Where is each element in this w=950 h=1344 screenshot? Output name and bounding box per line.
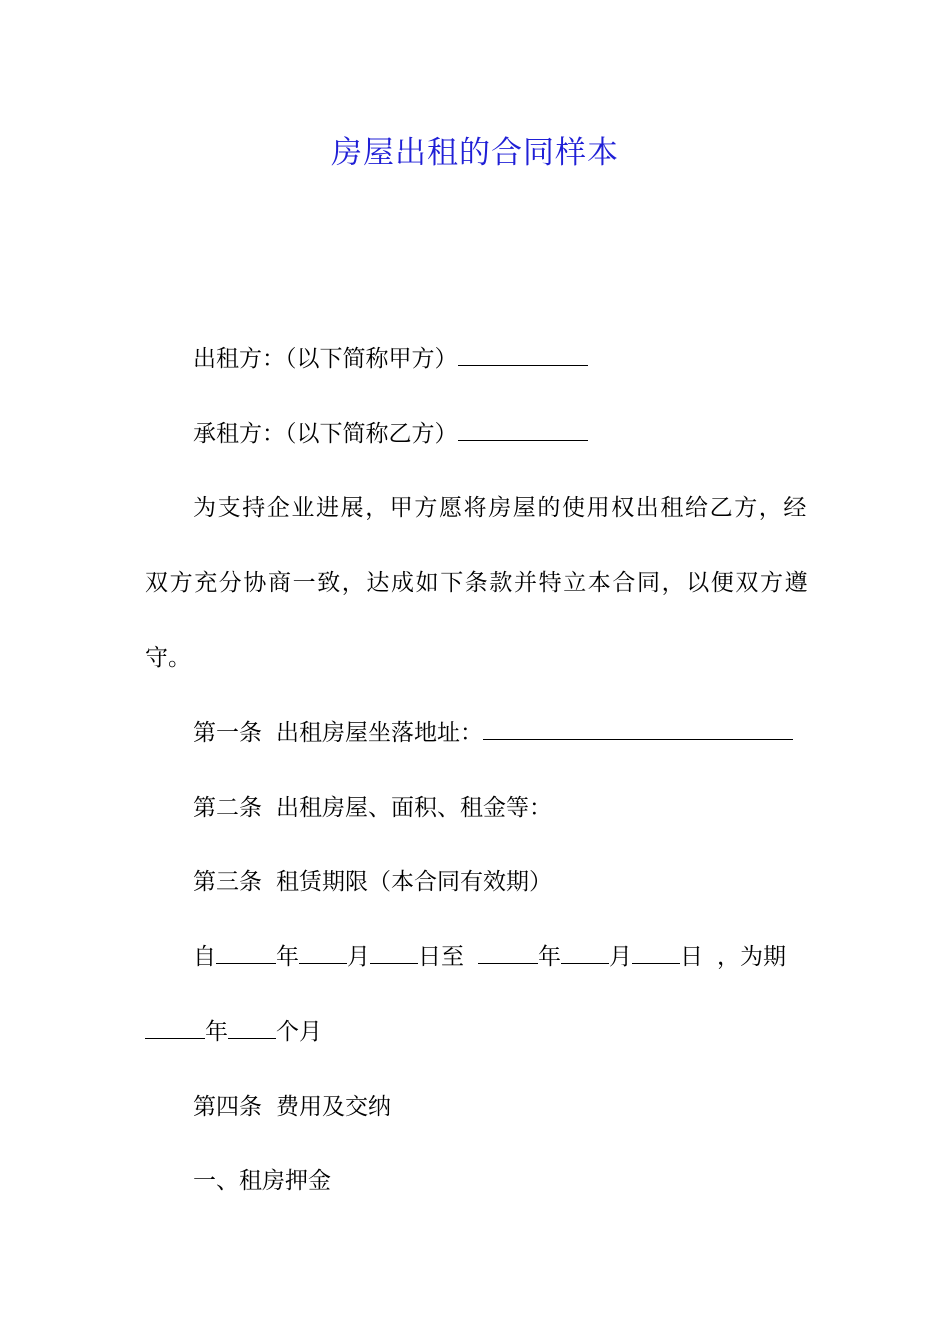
start-month-blank[interactable] bbox=[299, 941, 347, 964]
article-3-text: 租赁期限（本合同有效期） bbox=[276, 869, 552, 895]
end-year-blank[interactable] bbox=[478, 941, 538, 964]
article-1 bbox=[193, 715, 815, 751]
term-year-label: 年 bbox=[276, 944, 299, 970]
term-line-1 bbox=[193, 939, 815, 975]
document-title: 房屋出租的合同样本 bbox=[331, 135, 619, 171]
duration-month-blank[interactable] bbox=[228, 1016, 276, 1039]
duration-year-blank[interactable] bbox=[145, 1016, 205, 1039]
term-day-to-label: 日至 bbox=[418, 944, 464, 970]
article-1-text: 出租房屋坐落地址： bbox=[276, 720, 483, 746]
lessor-line bbox=[193, 341, 815, 377]
section-1-heading: 一、租房押金 bbox=[193, 1168, 331, 1194]
article-1-number: 第一条 bbox=[193, 720, 262, 746]
intro-line-1: 为支持企业进展，甲方愿将房屋的使用权出租给乙方，经 bbox=[193, 495, 808, 521]
lessee-label: 承租方：（以下简称乙方） bbox=[193, 421, 458, 447]
lessor-label: 出租方：（以下简称甲方） bbox=[193, 346, 458, 372]
article-3-number: 第三条 bbox=[193, 869, 262, 895]
article-2 bbox=[193, 790, 815, 826]
term-from: 自 bbox=[193, 944, 216, 970]
lessee-line bbox=[193, 416, 815, 452]
term-period-label: ，为期 bbox=[717, 944, 786, 970]
intro-line-2: 双方充分协商一致，达成如下条款并特立本合同，以便双方遵 bbox=[145, 570, 810, 596]
end-day-blank[interactable] bbox=[632, 941, 680, 964]
term-end-day-label: 日 bbox=[680, 944, 703, 970]
start-day-blank[interactable] bbox=[370, 941, 418, 964]
lessee-blank[interactable] bbox=[458, 418, 588, 441]
intro-line-3: 守。 bbox=[145, 645, 191, 671]
article-4-number: 第四条 bbox=[193, 1094, 262, 1120]
term-month-label: 月 bbox=[347, 944, 370, 970]
duration-year-label: 年 bbox=[205, 1019, 228, 1045]
term-end-year-label: 年 bbox=[538, 944, 561, 970]
duration-months-label: 个月 bbox=[276, 1019, 322, 1045]
article-4 bbox=[193, 1089, 815, 1125]
address-blank[interactable] bbox=[483, 717, 793, 740]
term-line-2 bbox=[145, 1014, 815, 1050]
article-4-text: 费用及交纳 bbox=[276, 1094, 391, 1120]
lessor-blank[interactable] bbox=[458, 343, 588, 366]
end-month-blank[interactable] bbox=[561, 941, 609, 964]
article-2-text: 出租房屋、面积、租金等： bbox=[276, 795, 552, 821]
start-year-blank[interactable] bbox=[216, 941, 276, 964]
article-3 bbox=[193, 864, 815, 900]
term-end-month-label: 月 bbox=[609, 944, 632, 970]
article-2-number: 第二条 bbox=[193, 795, 262, 821]
